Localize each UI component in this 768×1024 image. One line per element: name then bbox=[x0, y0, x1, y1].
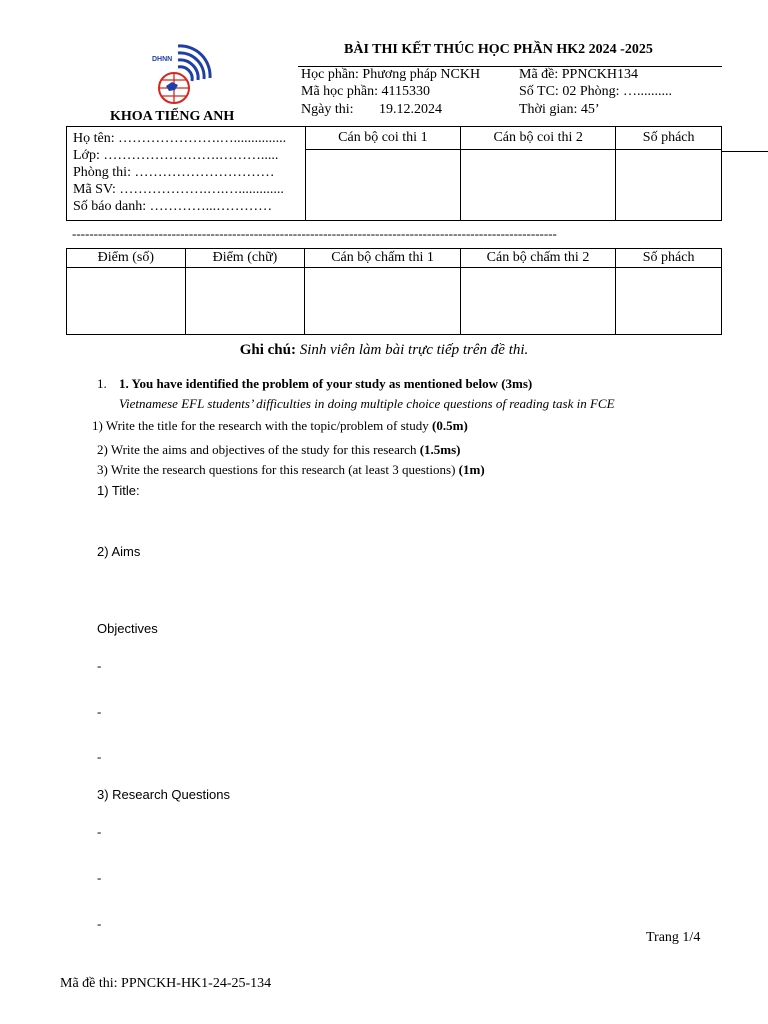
answer-objectives-label: Objectives bbox=[97, 621, 158, 636]
answer-aims-label: 2) Aims bbox=[97, 544, 141, 559]
grader-2-cell bbox=[460, 268, 615, 335]
student-fields bbox=[67, 127, 306, 221]
question-topic: Vietnamese EFL students’ difficulties in doing multiple choice questions of reading task in FCE bbox=[119, 396, 615, 411]
task-2 bbox=[97, 442, 461, 458]
course-name: Học phần: Phương pháp NCKH bbox=[301, 67, 481, 82]
objective-bullet-1: - bbox=[97, 658, 102, 673]
grader-2-header: Cán bộ chấm thi 2 bbox=[460, 249, 615, 268]
exam-code: Mã đề: PPNCKH134 bbox=[519, 67, 639, 82]
exam-code-footer: Mã đề thi: PPNCKH-HK1-24-25-134 bbox=[60, 976, 272, 991]
student-info-table bbox=[66, 126, 722, 221]
task-2-text: 2) Write the aims and objectives of the study for this research bbox=[97, 442, 420, 457]
task-1 bbox=[92, 418, 468, 434]
task-3-marks: (1m) bbox=[458, 462, 485, 477]
grading-serial-cell bbox=[616, 268, 722, 335]
proctor-2-cell bbox=[461, 150, 616, 221]
exam-date: 19.12.2024 bbox=[379, 102, 442, 117]
score-number-cell bbox=[67, 268, 186, 335]
credits-room: Số TC: 02 Phòng: ….......... bbox=[519, 84, 672, 99]
student-id-field: Mã SV: ……………….….…............. bbox=[73, 182, 284, 197]
university-logo bbox=[148, 42, 214, 108]
serial-header: Số phách bbox=[616, 127, 722, 150]
grading-table bbox=[66, 248, 722, 335]
table-extension-line bbox=[722, 151, 768, 152]
rq-bullet-1: - bbox=[97, 824, 102, 839]
task-3-text: 3) Write the research questions for this research (at least 3 questions) bbox=[97, 462, 459, 477]
note-text: Sinh viên làm bài trực tiếp trên đề thi. bbox=[299, 342, 529, 358]
class-field: Lớp: …………………….………..... bbox=[73, 148, 279, 163]
score-number-header: Điểm (số) bbox=[67, 249, 186, 268]
room-field: Phòng thi: ………………………… bbox=[73, 165, 275, 180]
note bbox=[0, 342, 768, 359]
page-number: Trang 1/4 bbox=[646, 930, 701, 945]
serial-cell bbox=[616, 150, 722, 221]
answer-title-label: 1) Title: bbox=[97, 483, 140, 498]
question-title: 1. You have identified the problem of your study as mentioned below (3ms) bbox=[119, 376, 533, 391]
rq-bullet-3: - bbox=[97, 916, 102, 931]
proctor-1-header: Cán bộ coi thi 1 bbox=[305, 127, 460, 150]
exam-duration: Thời gian: 45’ bbox=[519, 102, 600, 117]
task-1-text: 1) Write the title for the research with the topic/problem of study bbox=[92, 418, 433, 433]
course-code: Mã học phần: 4115330 bbox=[301, 84, 430, 99]
task-2-marks: (1.5ms) bbox=[419, 442, 461, 457]
grading-serial-header: Số phách bbox=[616, 249, 722, 268]
grader-1-cell bbox=[305, 268, 460, 335]
candidate-number-field: Số báo danh: …………...………… bbox=[73, 199, 273, 214]
question-number: 1. bbox=[97, 376, 107, 391]
task-3 bbox=[97, 462, 485, 478]
objective-bullet-2: - bbox=[97, 704, 102, 719]
objective-bullet-3: - bbox=[97, 749, 102, 764]
proctor-1-cell bbox=[305, 150, 460, 221]
logo-text: DHNN bbox=[152, 56, 173, 63]
student-name-field: Họ tên: ………………….…............... bbox=[73, 131, 287, 146]
note-label: Ghi chú: bbox=[239, 342, 296, 358]
department-name: KHOA TIẾNG ANH bbox=[110, 109, 235, 124]
score-words-header: Điểm (chữ) bbox=[185, 249, 305, 268]
exam-title: BÀI THI KẾT THÚC HỌC PHẦN HK2 2024 -2025 bbox=[344, 42, 653, 57]
score-words-cell bbox=[185, 268, 305, 335]
answer-research-questions-label: 3) Research Questions bbox=[97, 787, 230, 802]
cut-line: ---------------------------------------------------------------------------------------------------------------- bbox=[72, 226, 557, 241]
grader-1-header: Cán bộ chấm thi 1 bbox=[305, 249, 460, 268]
rq-bullet-2: - bbox=[97, 870, 102, 885]
proctor-2-header: Cán bộ coi thi 2 bbox=[461, 127, 616, 150]
exam-date-label: Ngày thi: bbox=[301, 102, 354, 117]
task-1-marks: (0.5m) bbox=[432, 418, 468, 433]
